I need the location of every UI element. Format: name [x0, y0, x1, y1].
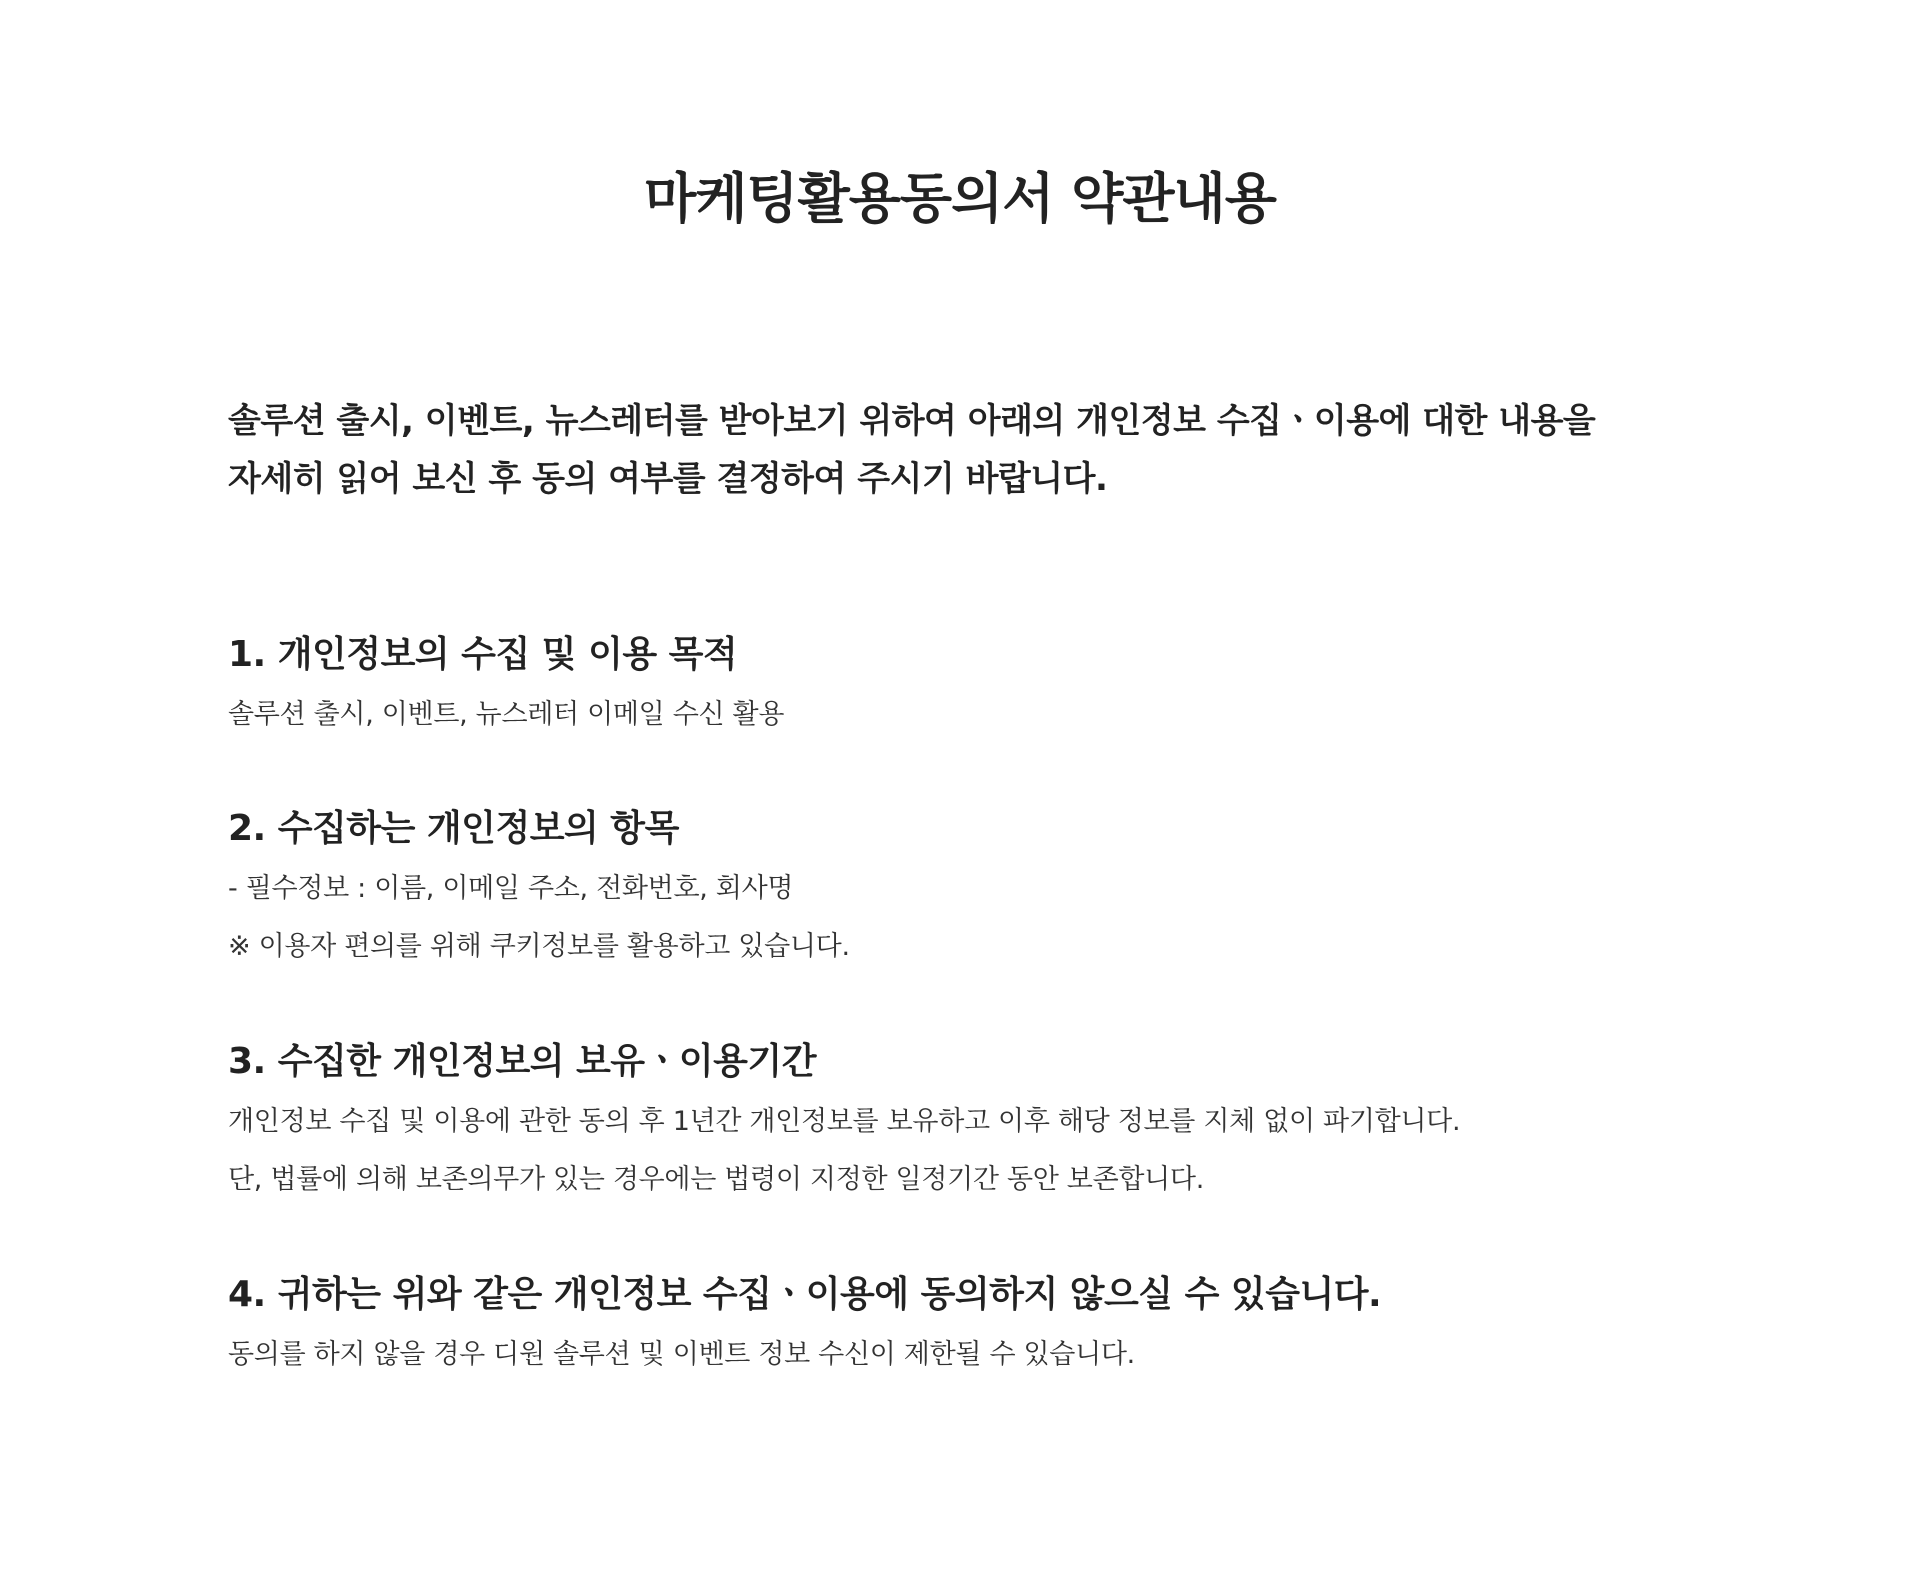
section-text: 개인정보 수집 및 이용에 관한 동의 후 1년간 개인정보를 보유하고 이후 해당 정보를 지체 없이 파기합니다.	[228, 1106, 1461, 1137]
section-purpose	[228, 630, 1708, 744]
section-heading: 4. 귀하는 위와 같은 개인정보 수집ㆍ이용에 동의하지 않으실 수 있습니다.	[228, 1274, 1382, 1315]
intro-line-1: 솔루션 출시, 이벤트, 뉴스레터를 받아보기 위하여 아래의 개인정보 수집ㆍ이용에 대한 내용을	[228, 401, 1596, 441]
section-items	[228, 804, 1708, 976]
section-text: 단, 법률에 의해 보존의무가 있는 경우에는 법령이 지정한 일정기간 동안 보존합니다.	[228, 1164, 1204, 1195]
terms-content	[228, 392, 1708, 1370]
intro-line-2: 자세히 읽어 보신 후 동의 여부를 결정하여 주시기 바랍니다.	[228, 459, 1108, 499]
section-heading: 3. 수집한 개인정보의 보유ㆍ이용기간	[228, 1041, 816, 1082]
section-text: ※ 이용자 편의를 위해 쿠키정보를 활용하고 있습니다.	[228, 931, 850, 962]
section-text: - 필수정보 : 이름, 이메일 주소, 전화번호, 회사명	[228, 873, 794, 904]
section-retention	[228, 1037, 1708, 1209]
section-text: 솔루션 출시, 이벤트, 뉴스레터 이메일 수신 활용	[228, 699, 785, 730]
intro-text	[228, 392, 1708, 508]
section-text: 동의를 하지 않을 경우 디원 솔루션 및 이벤트 정보 수신이 제한될 수 있습니다.	[228, 1339, 1135, 1370]
page-title: 마케팅활용동의서 약관내용	[644, 167, 1276, 231]
section-heading: 1. 개인정보의 수집 및 이용 목적	[228, 634, 738, 675]
section-heading: 2. 수집하는 개인정보의 항목	[228, 808, 679, 849]
section-refusal	[228, 1270, 1708, 1384]
